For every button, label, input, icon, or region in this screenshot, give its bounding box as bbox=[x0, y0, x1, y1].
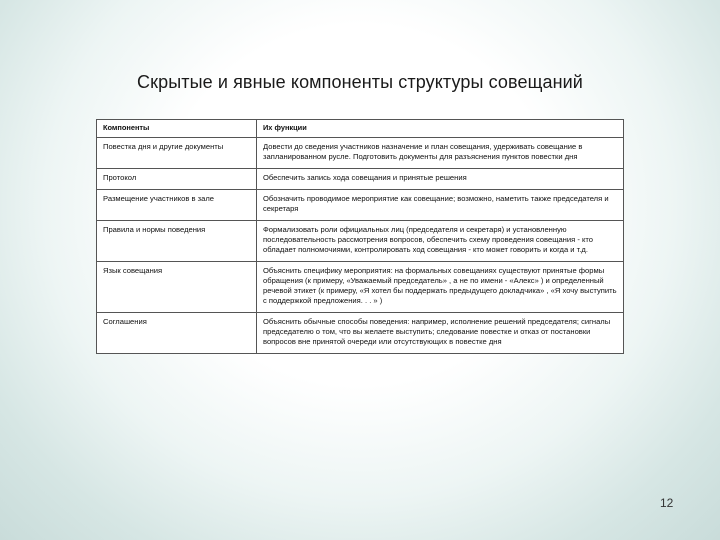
function-cell: Обеспечить запись хода совещания и принятые решения bbox=[257, 169, 624, 190]
component-cell: Протокол bbox=[97, 169, 257, 190]
header-components: Компоненты bbox=[97, 120, 257, 138]
function-cell: Обозначить проводимое мероприятие как совещание; возможно, наметить также председателя и секретаря bbox=[257, 190, 624, 221]
table-row bbox=[97, 313, 624, 354]
function-cell: Довести до сведения участников назначение и план совещания, удерживать совещание в запланированном русле. Подготовить документы для разъяснения пунктов повестки дня bbox=[257, 138, 624, 169]
table-row bbox=[97, 221, 624, 262]
component-cell: Размещение участников в зале bbox=[97, 190, 257, 221]
table-row bbox=[97, 262, 624, 313]
table-row bbox=[97, 169, 624, 190]
slide-title: Скрытые и явные компоненты структуры совещаний bbox=[137, 72, 583, 92]
function-cell: Объяснить специфику мероприятия: на формальных совещаниях существуют принятые формы обращения (к примеру, «Уважаемый председатель» , а не по имени - «Алекс» ) и определенный речевой этикет (к примеру, «Я хотел бы поддержать предыдущего докладчика» , «Я хочу выступить с поддержкой предложения. . . » ) bbox=[257, 262, 624, 313]
header-functions: Их функции bbox=[257, 120, 624, 138]
component-cell: Соглашения bbox=[97, 313, 257, 354]
table-row bbox=[97, 138, 624, 169]
table-header-row bbox=[97, 120, 624, 138]
function-cell: Объяснить обычные способы поведения: например, исполнение решений председателя; сигналы председателю о том, что вы желаете выступить; следование повестке и отказ от постановки вопросов вне принятой очереди или отсутствующих в повестке дня bbox=[257, 313, 624, 354]
component-cell: Язык совещания bbox=[97, 262, 257, 313]
components-table bbox=[96, 119, 624, 354]
component-cell: Правила и нормы поведения bbox=[97, 221, 257, 262]
component-cell: Повестка дня и другие документы bbox=[97, 138, 257, 169]
table-row bbox=[97, 190, 624, 221]
function-cell: Формализовать роли официальных лиц (председателя и секретаря) и установленную последовательность рассмотрения вопросов, обеспечить схему проведения совещания - кто обладает полномочиями, контролировать ход совещания - кто может говорить и когда и т.д. bbox=[257, 221, 624, 262]
page-number: 12 bbox=[660, 496, 674, 510]
